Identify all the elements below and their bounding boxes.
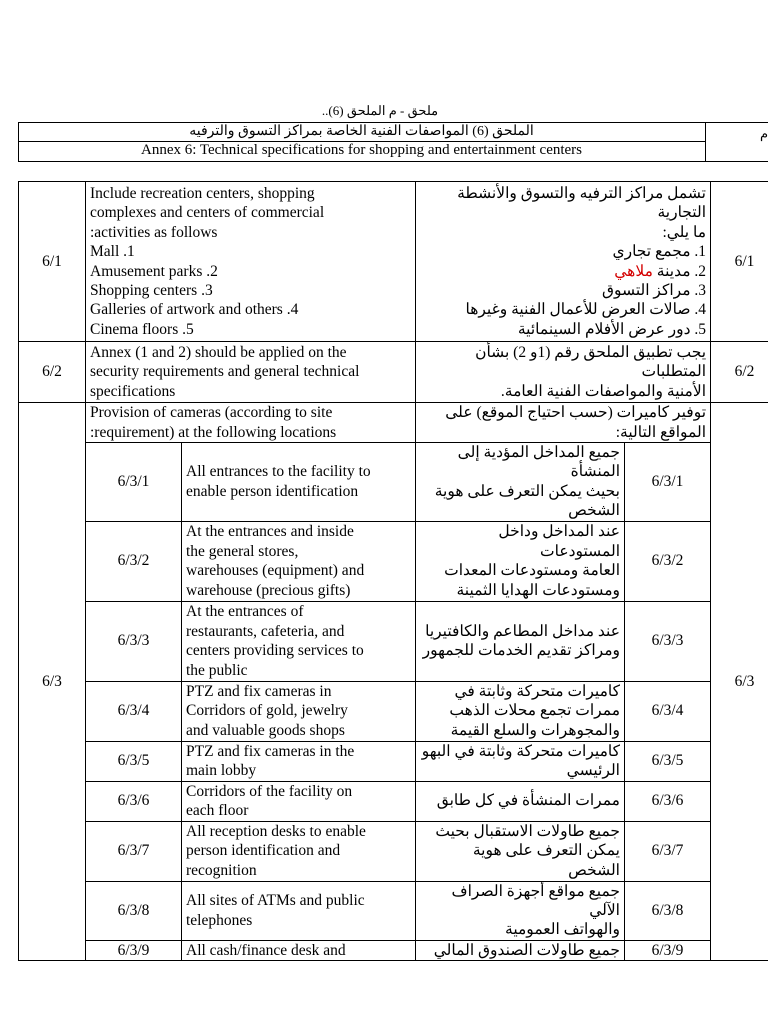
section-row-6-3 <box>19 403 768 443</box>
subitem-number-right: 6/3/8 <box>625 881 711 940</box>
subitem-number-left: 6/3/6 <box>86 781 182 821</box>
subitem-text-arabic: كاميرات متحركة وثابتة في ممرات تجمع محلات الذهب والمجوهرات والسلع القيمة <box>416 681 625 741</box>
table-row <box>19 601 768 681</box>
annex-title-arabic: الملحق (6) المواصفات الفنية الخاصة بمراكز التسوق والترفيه <box>18 123 705 142</box>
section-number-left: 6/2 <box>19 342 86 403</box>
list-item: 4. صالات العرض للأعمال الفنية وغيرها <box>465 301 707 319</box>
subitem-text-english: Corridors of the facility on each floor <box>182 781 416 821</box>
section-number-right: 6/2 <box>711 342 768 403</box>
subitem-number-left: 6/3/5 <box>86 741 182 781</box>
subitem-text-english: PTZ and fix cameras in the main lobby <box>182 741 416 781</box>
highlighted-word: ملاهي <box>614 262 653 280</box>
title-divider <box>705 122 706 162</box>
subitem-number-right: 6/3/9 <box>625 940 711 960</box>
section-text-english: Provision of cameras (according to site :requirement) at the following locations <box>86 403 416 443</box>
list-item: 2. مدينة ملاهي <box>614 262 707 280</box>
subitem-number-left: 6/3/1 <box>86 443 182 522</box>
subitem-text-arabic: جميع مواقع أجهزة الصراف الآلي والهواتف العمومية <box>416 881 625 940</box>
subitem-text-arabic: عند المداخل وداخل المستودعات العامة ومستودعات المعدات ومستودعات الهدايا الثمينة <box>416 521 625 601</box>
subitem-text-arabic: جميع طاولات الصندوق المالي <box>416 940 625 960</box>
list-item: 5. دور عرض الأفلام السينمائية <box>517 320 707 338</box>
subitem-text-english: All reception desks to enable person identification and recognition <box>182 821 416 881</box>
subitem-text-english: All cash/finance desk and <box>182 940 416 960</box>
subitem-text-english: All sites of ATMs and public telephones <box>182 881 416 940</box>
subitem-text-arabic: عند مداخل المطاعم والكافتيريا ومراكز تقديم الخدمات للجمهور <box>416 601 625 681</box>
section-text-english: Include recreation centers, shopping complexes and centers of commercial :activities as follows Mall .1 Amusement parks .2 Shopping centers .3 Galleries of artwork and others .4 Cinema floors .5 <box>86 182 416 342</box>
title-right-fragment: م <box>760 126 768 141</box>
section-number-left: 6/3 <box>19 403 86 961</box>
list-item: 1. مجمع تجاري <box>612 243 707 261</box>
table-row <box>19 681 768 741</box>
subitem-number-right: 6/3/4 <box>625 681 711 741</box>
specifications-table <box>18 181 768 961</box>
subitem-number-right: 6/3/5 <box>625 741 711 781</box>
section-row-6-2 <box>19 342 768 403</box>
subitem-text-arabic: جميع المداخل المؤدية إلى المنشأة بحيث يمكن التعرف على هوية الشخص <box>416 443 625 522</box>
table-row <box>19 821 768 881</box>
section-row-6-1 <box>19 182 768 342</box>
section-text-arabic: تشمل مراكز الترفيه والتسوق والأنشطة التجارية ما يلي: 1. مجمع تجاري 2. مدينة ملاهي 3. مراكز التسوق 4. صالات العرض للأعمال الفنية وغيرها 5. دور عرض الأفلام السينمائية <box>416 182 711 342</box>
annex-title-english: Annex 6: Technical specifications for shopping and entertainment centers <box>140 142 583 158</box>
subitem-text-english: At the entrances and inside the general stores, warehouses (equipment) and warehouse (precious gifts) <box>182 521 416 601</box>
section-number-left: 6/1 <box>19 182 86 342</box>
subitem-text-arabic: جميع طاولات الاستقبال بحيث يمكن التعرف على هوية الشخص <box>416 821 625 881</box>
table-row <box>19 940 768 960</box>
subitem-text-english: At the entrances of restaurants, cafeteria, and centers providing services to the public <box>182 601 416 681</box>
subitem-number-left: 6/3/7 <box>86 821 182 881</box>
subitem-number-left: 6/3/4 <box>86 681 182 741</box>
subitem-number-right: 6/3/6 <box>625 781 711 821</box>
subitem-number-right: 6/3/3 <box>625 601 711 681</box>
subitem-number-left: 6/3/8 <box>86 881 182 940</box>
subitem-text-arabic: ممرات المنشأة في كل طابق <box>416 781 625 821</box>
table-row <box>19 881 768 940</box>
table-row <box>19 741 768 781</box>
subitem-number-left: 6/3/9 <box>86 940 182 960</box>
running-header: ملحق - م الملحق (6).. <box>321 103 439 118</box>
subitem-number-right: 6/3/2 <box>625 521 711 601</box>
subitem-number-left: 6/3/3 <box>86 601 182 681</box>
subitem-number-left: 6/3/2 <box>86 521 182 601</box>
table-row <box>19 443 768 522</box>
table-row <box>19 781 768 821</box>
subitem-number-right: 6/3/7 <box>625 821 711 881</box>
section-number-right: 6/3 <box>711 403 768 961</box>
subitem-text-arabic: كاميرات متحركة وثابتة في البهو الرئيسي <box>416 741 625 781</box>
section-number-right: 6/1 <box>711 182 768 342</box>
section-text-arabic: توفير كاميرات (حسب احتياج الموقع) على المواقع التالية: <box>416 403 711 443</box>
section-text-english: Annex (1 and 2) should be applied on the security requirements and general technical specifications <box>86 342 416 403</box>
subitem-number-right: 6/3/1 <box>625 443 711 522</box>
subitem-text-english: PTZ and fix cameras in Corridors of gold, jewelry and valuable goods shops <box>182 681 416 741</box>
list-item: 3. مراكز التسوق <box>601 281 707 299</box>
section-text-arabic: يجب تطبيق الملحق رقم (1و 2) بشأن المتطلبات الأمنية والمواصفات الفنية العامة. <box>416 342 711 403</box>
subitem-text-english: All entrances to the facility to enable person identification <box>182 443 416 522</box>
table-row <box>19 521 768 601</box>
